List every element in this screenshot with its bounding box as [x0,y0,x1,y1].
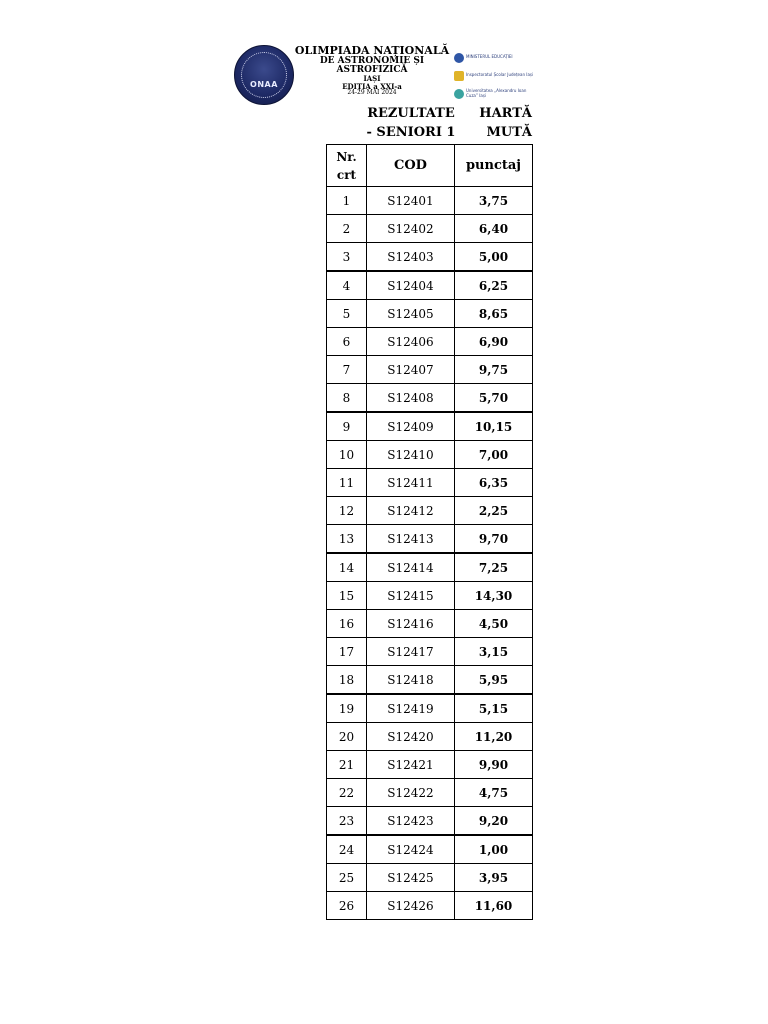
header-code: COD [367,145,455,187]
cell-nr: 23 [327,807,367,836]
cell-score: 1,00 [455,835,533,864]
university-emblem-icon [454,89,464,99]
table-row [327,328,533,356]
cell-score: 11,60 [455,892,533,920]
table-row [327,215,533,243]
cell-nr: 9 [327,412,367,441]
cell-score: 5,00 [455,243,533,272]
cell-nr: 6 [327,328,367,356]
cell-score: 7,25 [455,553,533,582]
cell-nr: 4 [327,271,367,300]
cell-code: S12419 [367,694,455,723]
partner-university [454,85,534,102]
partner-ministry [454,49,534,66]
cell-code: S12412 [367,497,455,525]
table-row [327,525,533,554]
cell-nr: 15 [327,582,367,610]
cell-code: S12410 [367,441,455,469]
cell-nr: 26 [327,892,367,920]
table-row [327,864,533,892]
cell-code: S12426 [367,892,455,920]
cell-nr: 7 [327,356,367,384]
cell-score: 14,30 [455,582,533,610]
cell-code: S12413 [367,525,455,554]
table-row [327,356,533,384]
table-row [327,243,533,272]
cell-code: S12408 [367,384,455,413]
table-row [327,638,533,666]
cell-code: S12415 [367,582,455,610]
cell-score: 5,95 [455,666,533,695]
olympiad-city: IAȘI [363,74,381,84]
cell-score: 4,75 [455,779,533,807]
cell-score: 4,50 [455,610,533,638]
table-row [327,412,533,441]
results-title-line1: REZULTATE [367,106,455,121]
cell-nr: 24 [327,835,367,864]
cell-code: S12403 [367,243,455,272]
cell-nr: 1 [327,187,367,215]
cell-score: 9,90 [455,751,533,779]
olympiad-edition: EDIȚIA a XXI-a [342,81,402,91]
cell-score: 11,20 [455,723,533,751]
header-nr-line2: crt [336,167,357,182]
cell-nr: 12 [327,497,367,525]
table-row [327,835,533,864]
onaa-logo-icon [234,45,294,105]
cell-code: S12423 [367,807,455,836]
table-row [327,187,533,215]
logo-ring [241,52,287,98]
cell-code: S12401 [367,187,455,215]
partner-label: MINISTERUL EDUCAȚIEI [466,54,513,60]
table-row [327,807,533,836]
cell-code: S12425 [367,864,455,892]
olympiad-dates: 24-29 MAI 2024 [347,89,397,97]
table-row [327,892,533,920]
cell-code: S12404 [367,271,455,300]
table-row [327,723,533,751]
table-row [327,779,533,807]
test-title-line2: MUTĂ [486,125,532,140]
cell-nr: 16 [327,610,367,638]
cell-nr: 20 [327,723,367,751]
cell-nr: 25 [327,864,367,892]
cell-nr: 13 [327,525,367,554]
cell-code: S12407 [367,356,455,384]
ministry-emblem-icon [454,53,464,63]
document-header [234,45,534,105]
table-row [327,694,533,723]
cell-score: 3,75 [455,187,533,215]
cell-code: S12420 [367,723,455,751]
cell-code: S12421 [367,751,455,779]
results-table [326,144,533,920]
cell-score: 9,70 [455,525,533,554]
olympiad-subject: DE ASTRONOMIE ȘI ASTROFIZICĂ [319,55,425,75]
cell-code: S12402 [367,215,455,243]
cell-nr: 22 [327,779,367,807]
cell-score: 6,25 [455,271,533,300]
inspectorate-emblem-icon [454,71,464,81]
cell-score: 10,15 [455,412,533,441]
cell-score: 3,15 [455,638,533,666]
partner-label: Universitatea „Alexandru Ioan Cuza” Iași [466,88,527,98]
table-header-row [327,145,533,187]
cell-nr: 8 [327,384,367,413]
test-title [456,104,532,142]
table-row [327,666,533,695]
cell-score: 2,25 [455,497,533,525]
table-row [327,469,533,497]
cell-nr: 3 [327,243,367,272]
cell-score: 3,95 [455,864,533,892]
cell-nr: 5 [327,300,367,328]
cell-code: S12417 [367,638,455,666]
table-row [327,300,533,328]
cell-score: 7,00 [455,441,533,469]
results-title-line2: - SENIORI 1 [366,125,456,140]
cell-score: 5,70 [455,384,533,413]
cell-nr: 11 [327,469,367,497]
table-row [327,553,533,582]
header-nr-line1: Nr. [336,149,357,164]
cell-code: S12424 [367,835,455,864]
table-row [327,497,533,525]
cell-nr: 10 [327,441,367,469]
cell-code: S12416 [367,610,455,638]
cell-code: S12411 [367,469,455,497]
olympiad-name: OLIMPIADA NAȚIONALĂ [294,44,450,57]
table-row [327,441,533,469]
cell-nr: 17 [327,638,367,666]
results-title [366,104,456,142]
table-row [327,384,533,413]
cell-nr: 18 [327,666,367,695]
cell-code: S12418 [367,666,455,695]
cell-code: S12406 [367,328,455,356]
cell-score: 9,20 [455,807,533,836]
partner-logos [454,49,534,103]
cell-score: 9,75 [455,356,533,384]
logo-text: ONAA [250,80,278,89]
cell-code: S12422 [367,779,455,807]
cell-nr: 19 [327,694,367,723]
table-row [327,582,533,610]
table-row [327,610,533,638]
header-nr [327,145,367,187]
table-row [327,751,533,779]
olympiad-heading [292,45,452,96]
cell-code: S12405 [367,300,455,328]
test-title-line1: HARTĂ [479,106,532,121]
header-score: punctaj [455,145,533,187]
partner-label: Inspectoratul Școlar Județean Iași [466,72,534,78]
cell-nr: 21 [327,751,367,779]
cell-score: 6,90 [455,328,533,356]
cell-score: 8,65 [455,300,533,328]
cell-code: S12409 [367,412,455,441]
cell-score: 5,15 [455,694,533,723]
cell-code: S12414 [367,553,455,582]
cell-score: 6,35 [455,469,533,497]
cell-nr: 14 [327,553,367,582]
cell-score: 6,40 [455,215,533,243]
cell-nr: 2 [327,215,367,243]
table-row [327,271,533,300]
partner-inspectorate [454,67,534,84]
